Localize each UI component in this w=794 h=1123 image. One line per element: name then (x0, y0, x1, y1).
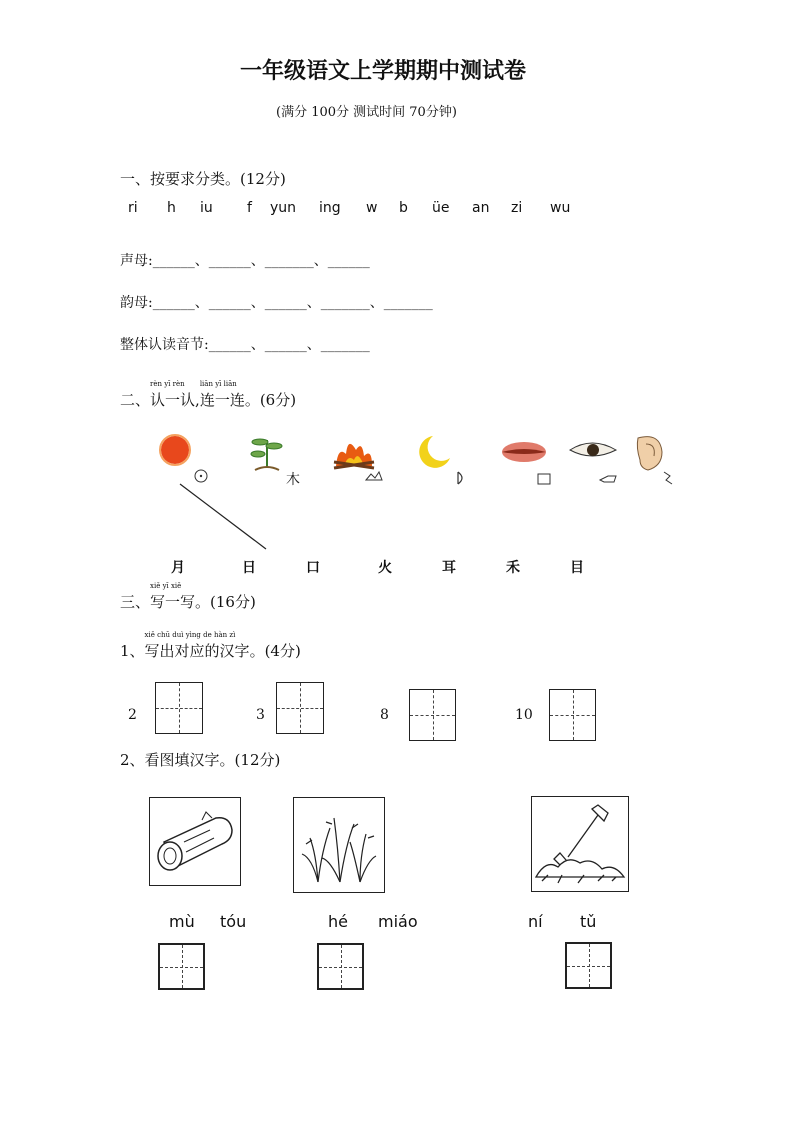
character-item[interactable]: 耳 (442, 560, 456, 576)
sprout-picture[interactable] (251, 439, 300, 488)
pinyin-item: f (247, 200, 252, 216)
pinyin-item: iu (200, 200, 213, 216)
pinyin-label: tóu (220, 912, 247, 931)
character-item[interactable]: 月 (171, 560, 185, 576)
q1-heading (120, 631, 301, 661)
mouth-picture[interactable] (502, 442, 550, 484)
writing-box[interactable] (276, 682, 324, 734)
ruby-renyiren (150, 380, 196, 410)
soil-icon (532, 797, 628, 891)
moon-picture[interactable] (419, 436, 462, 484)
writing-box[interactable] (549, 689, 596, 741)
pinyin-label: miáo (378, 912, 418, 931)
character-item[interactable]: 日 (242, 560, 256, 576)
answer-box[interactable] (317, 943, 364, 990)
ear-picture[interactable] (637, 437, 672, 484)
section3-heading (120, 582, 256, 612)
section2-heading (120, 380, 297, 410)
example-connect-line (178, 482, 270, 552)
finals-label: 韵母: (120, 295, 153, 311)
section2-prefix: 二、 (120, 391, 151, 409)
writing-box[interactable] (409, 689, 456, 741)
ruby-pinyin: rèn yī rèn (150, 380, 185, 388)
pinyin-label: mù (169, 912, 195, 931)
pinyin-item: üe (432, 200, 450, 216)
q1-suffix: 。(4分) (249, 642, 301, 660)
svg-text:木: 木 (286, 472, 300, 488)
ruby-xieyixie (150, 582, 196, 612)
pinyin-label: ní (528, 912, 543, 931)
ruby-base: 写出对应的汉字 (144, 642, 250, 660)
pinyin-item: wu (550, 200, 571, 216)
ruby-pinyin: xiě yī xiě (150, 582, 182, 590)
q1-prefix: 1、 (120, 642, 145, 660)
character-item[interactable]: 禾 (506, 560, 520, 576)
section2-suffix: 。(6分) (244, 391, 297, 409)
pictures-row (150, 428, 690, 488)
character-item[interactable]: 火 (378, 560, 392, 576)
syllables-blanks[interactable]: ______、______、_______ (208, 337, 370, 353)
ruby-pinyin: xiě chū duì yìng de hàn zì (144, 631, 236, 639)
sprouts-picture (293, 797, 385, 893)
initials-blanks[interactable]: ______、______、_______、______ (152, 253, 370, 269)
pinyin-item: ing (319, 200, 341, 216)
section1-heading: 一、按要求分类。(12分) (120, 170, 286, 188)
soil-picture (531, 796, 629, 892)
pinyin-item: an (472, 200, 490, 216)
log-icon (150, 798, 240, 885)
q2-heading: 2、看图填汉字。(12分) (120, 751, 281, 769)
pinyin-label: tǔ (580, 912, 597, 931)
syllables-label: 整体认读音节: (120, 337, 209, 353)
ruby-lianyilian (199, 380, 245, 410)
page-subtitle: (满分 100分 测试时间 70分钟) (276, 105, 457, 120)
initials-label: 声母: (120, 253, 153, 269)
section2-comma: , (195, 391, 200, 409)
pinyin-item: zi (511, 200, 523, 216)
sun-picture[interactable] (160, 435, 207, 482)
section3-suffix: 。(16分) (195, 593, 256, 611)
section3-prefix: 三、 (120, 593, 151, 611)
sprouts-icon (294, 798, 384, 892)
pinyin-item: ri (128, 200, 138, 216)
ruby-base: 连一连 (199, 391, 245, 409)
pinyin-item: h (167, 200, 176, 216)
finals-blanks[interactable]: ______、______、______、_______、_______ (152, 295, 433, 311)
number-label: 10 (515, 707, 533, 723)
answer-box[interactable] (158, 943, 205, 990)
character-item[interactable]: 口 (306, 560, 320, 576)
ruby-pinyin: liān yī liān (199, 380, 237, 388)
writing-box[interactable] (155, 682, 203, 734)
page-title: 一年级语文上学期期中测试卷 (240, 59, 527, 84)
fire-picture[interactable] (334, 444, 382, 480)
number-label: 8 (380, 707, 389, 723)
number-label: 3 (256, 707, 265, 723)
character-item[interactable]: 目 (570, 560, 584, 576)
answer-box[interactable] (565, 942, 612, 989)
finals-row (120, 292, 433, 312)
syllables-row (120, 334, 370, 354)
log-picture (149, 797, 241, 886)
ruby-base: 认一认 (150, 391, 196, 409)
pinyin-item: yun (270, 200, 297, 216)
pinyin-label: hé (328, 912, 348, 931)
eye-picture[interactable] (570, 443, 616, 482)
initials-row (120, 250, 370, 270)
pinyin-item: b (399, 200, 408, 216)
number-label: 2 (128, 707, 137, 723)
pinyin-item: w (366, 200, 378, 216)
ruby-base: 写一写 (150, 593, 196, 611)
ruby-q1 (144, 631, 250, 661)
